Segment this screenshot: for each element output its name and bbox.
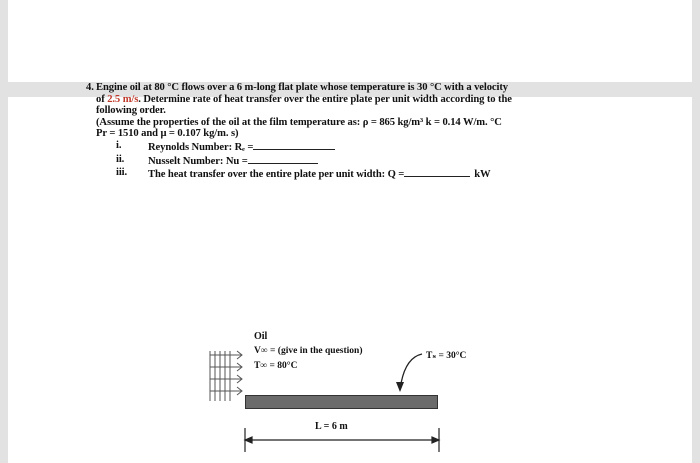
length-label: L = 6 m — [315, 421, 348, 432]
line2-prefix: of — [96, 93, 108, 105]
question-4 — [86, 82, 626, 181]
answer-blank — [248, 154, 318, 164]
sub-question-2 — [96, 154, 626, 168]
flat-plate — [245, 395, 438, 409]
line2-suffix: . Determine rate of heat transfer over the entire plate per unit width according to the — [138, 93, 512, 105]
sub-question-numeral: ii. — [116, 153, 125, 165]
velocity-unit: m/s — [120, 93, 139, 105]
velocity-value: 2.5 — [107, 93, 121, 105]
question-line-3: following order. — [96, 105, 166, 117]
free-stream-temp-label: T∞ = 80°C — [254, 361, 298, 371]
question-line-5: Pr = 1510 and μ = 0.107 kg/m. s) — [96, 128, 239, 140]
sub-question-list — [96, 140, 626, 181]
velocity-label: V∞ = (give in the question) — [254, 346, 363, 356]
answer-blank — [253, 140, 335, 150]
question-line-1: Engine oil at 80 °C flows over a 6 m-long flat plate whose temperature is 30 °C with a velocity — [96, 82, 508, 93]
question-line-2 — [96, 94, 626, 106]
fluid-label: Oil — [254, 331, 268, 342]
answer-blank — [404, 167, 470, 177]
question-body — [96, 82, 626, 181]
previous-page — [8, 0, 692, 82]
sub-question-numeral: i. — [116, 139, 122, 151]
surface-arrow — [390, 350, 430, 395]
sub-question-1 — [96, 140, 626, 154]
flat-plate-diagram — [200, 320, 500, 460]
sub-question-text: The heat transfer over the entire plate per unit width: Q = — [148, 169, 405, 181]
sub-question-text: Reynolds Number: Rₑ = — [148, 141, 254, 153]
sub-question-3 — [96, 167, 626, 181]
sub-question-text: Nusselt Number: Nu = — [148, 155, 248, 167]
sub-question-numeral: iii. — [116, 167, 128, 179]
answer-unit: kW — [474, 169, 491, 181]
question-line-4: (Assume the properties of the oil at the film temperature as: ρ = 865 kg/m³ k = 0.14 W/m. °C — [96, 116, 502, 128]
question-number: 4. — [86, 82, 94, 93]
surface-temp-label: Tₛ = 30°C — [426, 351, 467, 361]
